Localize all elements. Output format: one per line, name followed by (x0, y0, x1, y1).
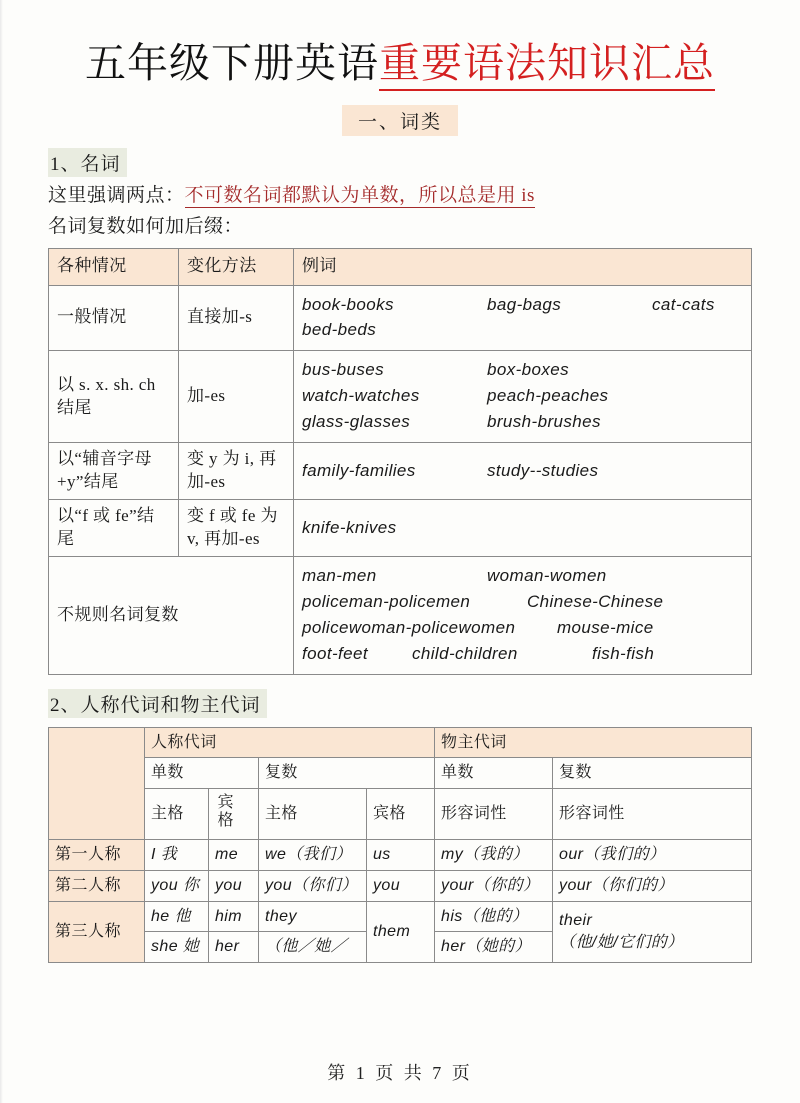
page-title (48, 0, 752, 89)
example-word: fish-fish (592, 643, 655, 663)
pronoun-row-label: 第一人称 (49, 840, 145, 871)
cell-sg-object: you (209, 871, 259, 902)
example-word: bus-buses (302, 360, 385, 380)
nouns-heading: 1、名词 (48, 148, 127, 177)
title-red-part: 重要语法知识汇总 (379, 39, 715, 91)
cell-sg-subject-she: she 她 (145, 932, 209, 963)
table-header-row-case (49, 788, 752, 840)
cell-sg-object-her: her (209, 932, 259, 963)
nouns-note (48, 184, 752, 208)
pl-object-header: 宾格 (367, 788, 435, 840)
cell-poss-pl: our（我们的） (553, 840, 752, 871)
possessive-singular-header: 单数 (435, 758, 553, 789)
poss-pl-kind-header: 形容词性 (553, 788, 752, 840)
example-word: child-children (412, 643, 518, 663)
cell-poss-sg: my（我的） (435, 840, 553, 871)
noun-examples-cell (294, 556, 752, 674)
personal-singular-header: 单数 (145, 758, 259, 789)
pronoun-corner-cell (49, 727, 145, 840)
table-row (49, 901, 752, 932)
cell-pl-subject-they-gloss: （他／她／ (259, 932, 367, 963)
example-word: glass-glasses (302, 412, 411, 432)
pronoun-group-possessive: 物主代词 (435, 727, 752, 758)
noun-case-cell: 以 s. x. sh. ch 结尾 (49, 351, 179, 443)
table-row (49, 443, 752, 500)
section-badge-container (48, 105, 752, 136)
cell-poss-sg-her: her（她的） (435, 932, 553, 963)
pronouns-section (48, 675, 752, 718)
pl-subject-header: 主格 (259, 788, 367, 840)
noun-case-cell: 以“f 或 fe”结尾 (49, 500, 179, 557)
pronoun-group-personal: 人称代词 (145, 727, 435, 758)
noun-method-cell: 变 y 为 i, 再加-es (179, 443, 294, 500)
cell-pl-subject: you（你们） (259, 871, 367, 902)
cell-pl-object: you (367, 871, 435, 902)
table-row (49, 840, 752, 871)
their-gloss: （他/她/它们的） (559, 933, 684, 951)
cell-sg-subject-he: he 他 (145, 901, 209, 932)
noun-examples-cell (294, 351, 752, 443)
example-word: mouse-mice (557, 617, 654, 637)
sg-subject-header: 主格 (145, 788, 209, 840)
possessive-plural-header: 复数 (553, 758, 752, 789)
example-word: cat-cats (652, 294, 715, 314)
example-word: Chinese-Chinese (527, 591, 664, 611)
cell-sg-object-him: him (209, 901, 259, 932)
cell-pl-object-them: them (367, 901, 435, 962)
nouns-note-line2: 名词复数如何加后缀： (48, 215, 244, 237)
their-word: their (559, 912, 593, 930)
cell-pl-subject: we（我们） (259, 840, 367, 871)
noun-case-cell-merged: 不规则名词复数 (49, 556, 294, 674)
section-badge: 一、词类 (342, 105, 458, 136)
noun-method-cell: 变 f 或 fe 为 v, 再加-es (179, 500, 294, 557)
example-word: box-boxes (487, 360, 570, 380)
noun-col-header-case: 各种情况 (49, 248, 179, 285)
page-footer: 第 1 页 共 7 页 (327, 1063, 473, 1083)
example-word: bed-beds (302, 320, 377, 340)
table-header-row (49, 248, 752, 285)
example-word: knife-knives (302, 517, 397, 537)
cell-poss-pl-their (553, 901, 752, 962)
noun-case-cell: 以“辅音字母+y”结尾 (49, 443, 179, 500)
noun-case-cell: 一般情况 (49, 285, 179, 351)
example-word: study--studies (487, 460, 599, 480)
cell-pl-subject-they: they (259, 901, 367, 932)
example-word: man-men (302, 565, 377, 585)
table-header-row-number (49, 758, 752, 789)
cell-poss-pl: your（你们的） (553, 871, 752, 902)
nouns-note-highlight: 不可数名词都默认为单数，所以总是用 is (184, 185, 535, 206)
cell-sg-subject: you 你 (145, 871, 209, 902)
sg-object-header (209, 788, 259, 840)
noun-method-cell: 加-es (179, 351, 294, 443)
example-word: policeman-policemen (302, 591, 471, 611)
cell-poss-sg: your（你的） (435, 871, 553, 902)
table-row (49, 500, 752, 557)
personal-plural-header: 复数 (259, 758, 435, 789)
cell-sg-object: me (209, 840, 259, 871)
example-word: peach-peaches (487, 386, 609, 406)
noun-examples-cell (294, 500, 752, 557)
noun-examples-cell (294, 443, 752, 500)
cell-poss-sg-his: his（他的） (435, 901, 553, 932)
sg-object-header-text: 宾格 (215, 792, 232, 829)
example-word: policewoman-policewomen (302, 617, 516, 637)
table-row (49, 871, 752, 902)
pronouns-heading: 2、人称代词和物主代词 (48, 689, 267, 718)
table-row (49, 556, 752, 674)
example-word: book-books (302, 294, 394, 314)
example-word: woman-women (487, 565, 607, 585)
title-black-part: 五年级下册英语 (85, 39, 379, 87)
poss-sg-kind-header: 形容词性 (435, 788, 553, 840)
table-row (49, 285, 752, 351)
nouns-note-prefix: 这里强调两点： (48, 185, 185, 206)
example-word: foot-feet (302, 643, 368, 663)
example-word: family-families (302, 460, 416, 480)
pronoun-row-label: 第三人称 (49, 901, 145, 962)
cell-sg-subject: I 我 (145, 840, 209, 871)
noun-method-cell: 直接加-s (179, 285, 294, 351)
example-word: brush-brushes (487, 412, 601, 432)
noun-examples-cell (294, 285, 752, 351)
nouns-section (48, 136, 752, 239)
noun-col-header-method: 变化方法 (179, 248, 294, 285)
pronoun-row-label: 第二人称 (49, 871, 145, 902)
table-header-row-group (49, 727, 752, 758)
cell-pl-object: us (367, 840, 435, 871)
example-word: bag-bags (487, 294, 562, 314)
pronoun-table (48, 727, 752, 963)
noun-col-header-examples: 例词 (294, 248, 752, 285)
table-row (49, 351, 752, 443)
noun-plural-table (48, 248, 752, 675)
example-word: watch-watches (302, 386, 420, 406)
